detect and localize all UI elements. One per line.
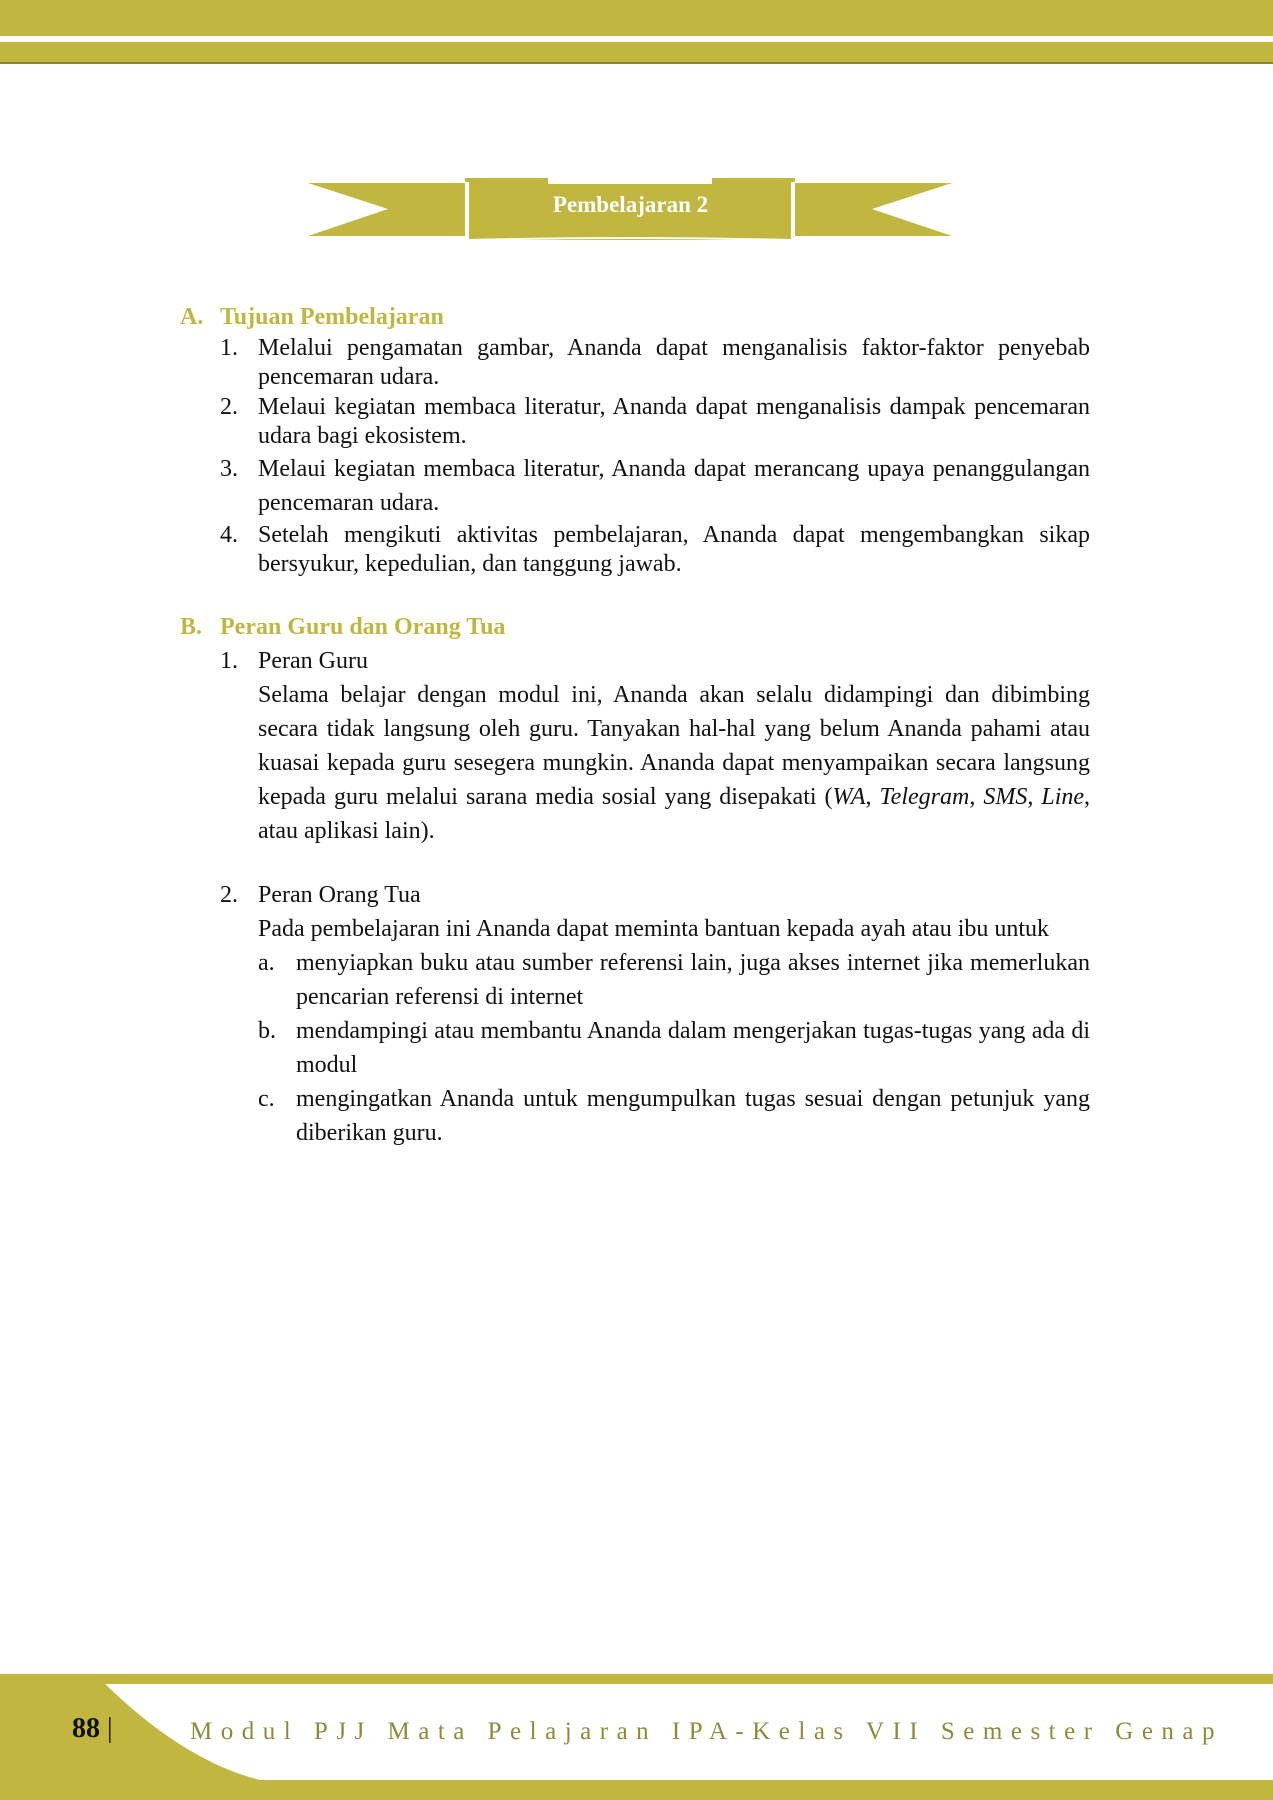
section-a-title: Tujuan Pembelajaran	[220, 304, 444, 330]
section-b-letter: B.	[180, 614, 203, 640]
item-text: Melalui pengamatan gambar, Ananda dapat menganalisis faktor-faktor penyebab pencemaran udara.	[258, 335, 1090, 390]
section-b-title: Peran Guru dan Orang Tua	[220, 614, 506, 640]
lesson-ribbon	[300, 178, 960, 248]
wa-term: WA	[832, 784, 866, 810]
list-item	[180, 334, 1090, 392]
item-text: Melaui kegiatan membaca literatur, Ananda dapat menganalisis dampak pencemaran udara bagi ekosistem.	[258, 394, 1090, 449]
role-guru-text-start: Selama belajar dengan modul ini, Ananda akan selalu didampingi dan dibimbing secara tidak langsung oleh guru. Tanyakan hal-hal yang belum Ananda pahami atau kuasai kepada guru sesegera mungkin. Ananda dapat menyampaikan secara langsung kepada guru melalui sarana media sosial yang disepakati (	[258, 682, 1090, 810]
objectives-list	[180, 334, 1090, 579]
role-guru-text	[258, 678, 1090, 848]
item-letter: c.	[258, 1086, 275, 1112]
item-number: 4.	[220, 522, 238, 548]
page-content	[180, 300, 1090, 1150]
role-orang-tua-title: Peran Orang Tua	[258, 882, 421, 908]
role-orang-tua	[180, 878, 1090, 1150]
list-item	[258, 946, 1090, 1014]
role-guru-text-end: , atau aplikasi lain).	[258, 784, 1091, 844]
line-term: Line	[1041, 784, 1085, 810]
item-text: Melaui kegiatan membaca literatur, Ananda dapat merancang upaya penanggulangan pencemaran udara.	[258, 456, 1090, 516]
role-orang-tua-intro: Pada pembelajaran ini Ananda dapat meminta bantuan kepada ayah atau ibu untuk	[258, 916, 1050, 942]
item-letter: a.	[258, 950, 275, 976]
telegram-term: Telegram	[879, 784, 970, 810]
separator: ,	[969, 784, 984, 810]
item-text: mengingatkan Ananda untuk mengumpulkan tugas sesuai dengan petunjuk yang diberikan guru.	[296, 1086, 1090, 1146]
item-text: Setelah mengikuti aktivitas pembelajaran, Ananda dapat mengembangkan sikap bersyukur, kepedulian, dan tanggung jawab.	[258, 522, 1090, 577]
item-text: mendampingi atau membantu Ananda dalam mengerjakan tugas-tugas yang ada di modul	[296, 1018, 1090, 1078]
role-guru-title: Peran Guru	[258, 648, 368, 674]
page-separator: |	[107, 1713, 113, 1744]
section-b-heading	[180, 610, 1090, 644]
item-number: 2.	[220, 882, 238, 908]
ribbon-title: Pembelajaran 2	[552, 192, 709, 217]
parent-tasks-list	[258, 946, 1090, 1150]
separator: ,	[865, 784, 880, 810]
module-title: Modul PJJ Mata Pelajaran IPA-Kelas VII Semester Genap	[190, 1718, 1224, 1745]
header-band-lower	[0, 42, 1273, 64]
page-number	[72, 1713, 113, 1745]
list-item	[258, 1082, 1090, 1150]
separator: ,	[1027, 784, 1042, 810]
role-guru	[180, 644, 1090, 848]
section-a-letter: A.	[180, 304, 204, 330]
item-letter: b.	[258, 1018, 276, 1044]
item-number: 3.	[220, 456, 238, 482]
item-number: 1.	[220, 648, 238, 674]
roles-list	[180, 644, 1090, 1150]
list-item	[180, 393, 1090, 451]
page-footer	[0, 1670, 1273, 1800]
header-band	[0, 0, 1273, 36]
section-a-heading	[180, 300, 1090, 334]
page-number-value: 88	[72, 1713, 100, 1744]
list-item	[180, 452, 1090, 520]
sms-term: SMS	[983, 784, 1028, 810]
list-item	[180, 521, 1090, 579]
list-item	[258, 1014, 1090, 1082]
item-text: menyiapkan buku atau sumber referensi lain, juga akses internet jika memerlukan pencarian referensi di internet	[296, 950, 1090, 1010]
item-number: 2.	[220, 394, 238, 420]
item-number: 1.	[220, 335, 238, 361]
